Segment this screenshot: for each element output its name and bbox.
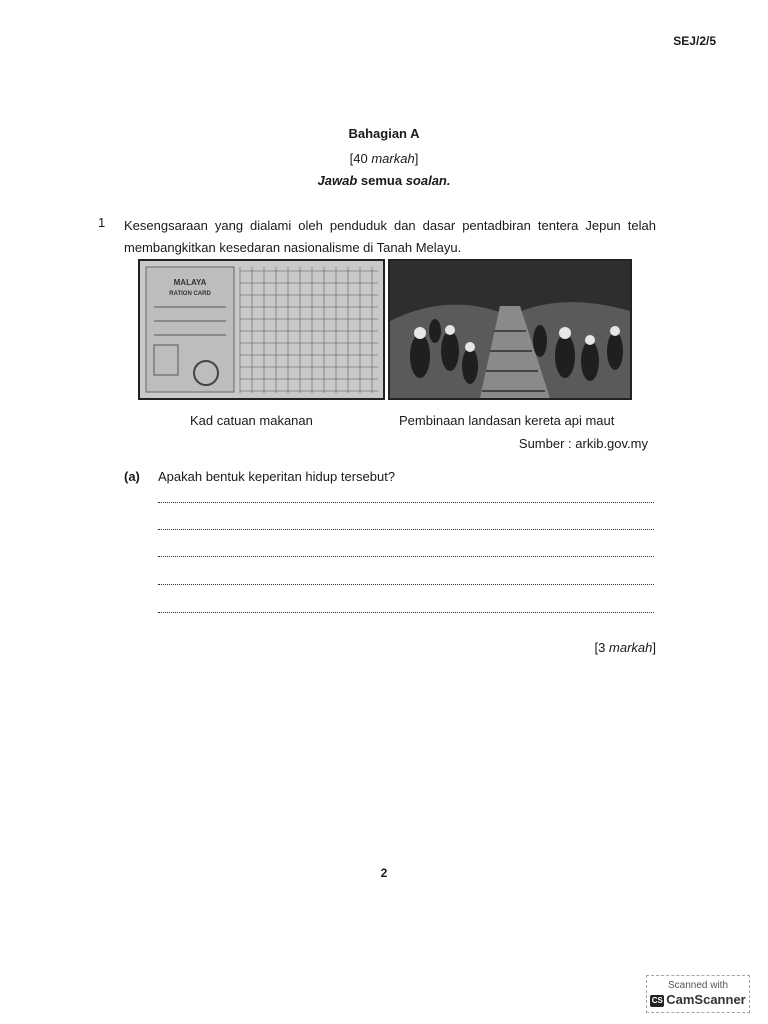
camscanner-logo-icon: CS [651,995,663,1005]
answer-line-4[interactable] [158,584,654,585]
section-marks: [40 markah] [349,151,419,166]
page-number: 2 [380,866,388,880]
section-instruction: Jawab semua soalan. [317,173,451,188]
ration-card-illustration [140,261,383,398]
ration-card-image [138,259,385,400]
railway-photo-illustration [390,261,630,398]
answer-line-1[interactable] [158,502,654,503]
paper-code: SEJ/2/5 [673,34,716,48]
scanner-caption: Scanned with [667,980,729,991]
part-a-marks: [3 markah] [594,640,656,655]
question-text: Kesengsaraan yang dialami oleh penduduk dan dasar pentadbiran tentera Jepun telah membangkitkan kesedaran nasionalisme di Tanah Melayu. [124,218,656,255]
card-title-text: MALAYA [173,278,207,287]
answer-line-5[interactable] [158,612,654,613]
part-a-label: (a) [124,469,140,484]
answer-line-3[interactable] [158,556,654,557]
image-2-caption: Pembinaan landasan kereta api maut [399,413,615,428]
card-subtitle-text: RATION CARD [169,291,211,297]
image-1-caption: Kad catuan makanan [190,413,313,428]
answer-line-2[interactable] [158,529,654,530]
camscanner-watermark [646,975,750,1013]
question-number: 1 [98,215,106,230]
image-source: Sumber : arkib.gov.my [518,436,648,451]
scanner-brand: CS CamScanner [651,992,746,1007]
section-title: Bahagian A [348,126,420,141]
railway-construction-image [388,259,632,400]
part-a-question: Apakah bentuk keperitan hidup tersebut? [158,469,396,484]
